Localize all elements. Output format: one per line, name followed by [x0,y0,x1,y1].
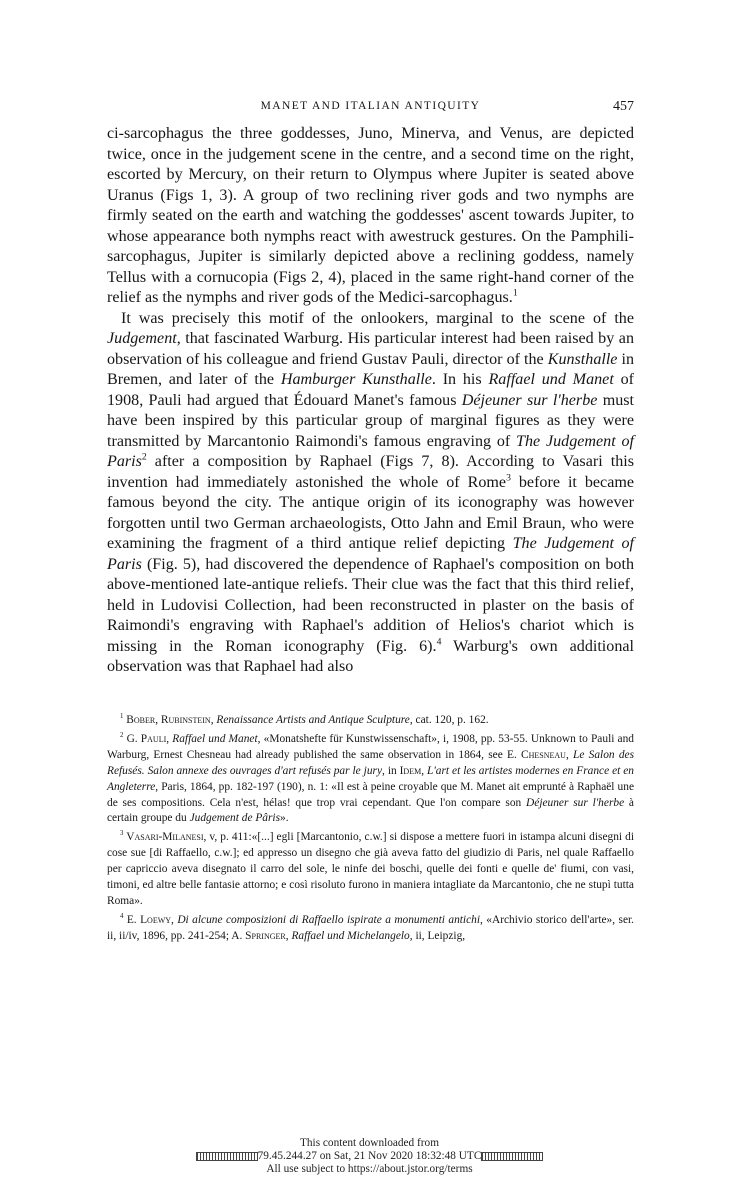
body-paragraph-2-run: in Bremen, and later of the [107,350,634,388]
footnote-text-run: Raffael und Michelangelo [291,929,410,942]
running-head [107,100,634,118]
body-paragraph-2-run: Judgement [107,330,177,347]
jstor-ip-text: 79.45.244.27 on Sat, 21 Nov 2020 18:32:48 UTC [257,1150,482,1162]
footnote-text-run: E. Loewy [123,913,172,926]
footnote-text-run: , v, p. 411:«[...] egli [Marcantonio, c.w.] si dispose a mettere fuori in istampa alcuni disegni di cose sue [di Raffaello, c.w.]; ed appresso un disegno che già aveva fatto del giudizio di Paris, nel quale Raffaello per capriccio aveva disegnato il carro del sole, le ninfe dei boschi, quelle dei fonti e quelle de' fiumi, con vasi, timoni, ed altre belle fantasie attorno; e così risoluto furono in maniera intagliate da Marcantonio, che ne stupì tutta Roma». [107,831,634,907]
footnote-text-run: Raffael und Manet [172,732,258,745]
footnote-text-run: ». [280,812,289,825]
page-number: 457 [613,99,634,114]
redaction-bar [481,1152,543,1161]
body-paragraph-2-run: before it became famous beyond the city. The antique origin of its iconography was however forgotten until two German archaeologists, Otto Jahn and Emil Braun, who were examining the fragment of a third antique relief depicting [107,473,635,552]
footnote-text-run: , «Archivio storico dell'arte», ser. ii, ii/iv, 1896, pp. 241-254; A. [107,913,635,942]
footnote-text-run: , [171,913,178,926]
footnote-number: 1 [120,713,124,721]
footnote-text-run: , [565,748,574,761]
body-paragraph-2-run: . In his [431,371,489,388]
footnote-text-run: Bober, Rubinstein [123,714,211,726]
footnote-ref: 3 [506,472,511,484]
body-paragraph-2-run: of 1908, Pauli had argued that Édouard Manet's famous [107,371,634,409]
running-head-title: MANET AND ITALIAN ANTIQUITY [260,100,481,112]
footnote-text-run: Chesneau [521,748,566,761]
footnote-text-run: , Paris, 1864, pp. 182-197 (190), n. 1: «Il est à peine croyable que M. Manet ait emprunté à Raphaël une de ses compositions. Cela n'est, hélas! que trop vrai cependant. Que l'on compare son [107,780,634,809]
footnote-text-run: L'art et les artistes modernes en France et en Angleterre [107,764,635,793]
footnote-text-run: , [210,714,217,726]
footnote-text-run: Idem [399,764,422,777]
footnote-text-run: , [285,929,292,942]
footnote-text-run: , «Monatshefte für Kunstwissenschaft», i, 1908, pp. 53-55. Unknown to Pauli and Warburg, Ernest Chesneau had already published the same observation in 1864, see E. [107,732,634,761]
body-paragraph-2-run: The Judgement of Paris [107,432,634,470]
footnote-1 [107,713,634,729]
body-text [107,124,634,678]
body-paragraph-2-run: The Judgement of Paris [107,535,635,573]
jstor-download-notice [0,1137,739,1176]
body-paragraph-2-run: Raffael und Manet [488,371,614,388]
footnote-number: 3 [120,830,124,838]
body-paragraph-2 [107,309,634,678]
footnote-ref: 2 [141,451,147,463]
body-paragraph-2-run: Kunsthalle [547,350,618,368]
body-paragraph-2-run: , that fascinated Warburg. His particular interest had been raised by an observation of his colleague and friend Gustav Pauli, director of the [107,330,634,368]
jstor-line-3: All use subject to https://about.jstor.org/terms [266,1163,473,1175]
footnote-text-run: G. Pauli [123,732,167,745]
footnote-text-run: , ii, Leipzig, [409,929,466,942]
footnote-text-run: Judgement de Pâris [189,812,281,825]
footnote-text-run: , cat. 120, p. 162. [409,714,489,726]
footnote-text-run: Renaissance Artists and Antique Sculpture [216,714,410,726]
footnote-4 [107,913,634,945]
footnote-text-run: Springer [245,929,286,942]
body-paragraph-2-run: Déjeuner sur l'herbe [461,391,598,409]
footnote-2 [107,732,634,827]
footnote-text-run: , in [382,764,400,777]
footnote-ref: 4 [436,636,442,648]
footnote-text-run: Le Salon des Refusés. Salon annexe des ouvrages d'art refusés par le jury [107,748,635,777]
body-paragraph-2-run: after a composition by Raphael (Figs 7, 8). According to Vasari this invention had immediately astonished the whole of Rome [107,453,634,491]
body-paragraph-1 [107,124,634,309]
footnote-text-run: , [421,764,428,777]
body-paragraph-2-run: It was precisely this motif of the onlookers, marginal to the scene of the [121,309,634,327]
redaction-bar [196,1152,258,1161]
body-paragraph-2-run: must have been inspired by this particular group of marginal figures as they were transmitted by Marcantonio Raimondi's famous engraving of [107,391,634,450]
footnote-number: 2 [120,732,124,740]
body-paragraph-2-run: Hamburger Kunsthalle [280,371,432,388]
footnote-text-run: , [166,732,173,745]
jstor-line-1: This content downloaded from [300,1137,439,1149]
footnote-number: 4 [120,913,124,921]
footnote-text-run: Di alcune composizioni di Raffaello ispirate a monumenti antichi [177,913,481,926]
footnote-text-run: Vasari-Milanesi [123,831,204,844]
footnotes [107,713,634,948]
body-paragraph-2-run: (Fig. 5), had discovered the dependence of Raphael's composition on both above-mentioned late-antique reliefs. Their clue was the fact that this third relief, held in Ludovisi Collection, had been reconstructed in plaster on the basis of Raimondi's engraving with Raphael's addition of Helios's chariot which is missing in the Roman iconography (Fig. 6). [107,555,634,655]
footnote-ref-1: 1 [512,287,518,299]
body-paragraph-1-text: ci-sarcophagus the three goddesses, Juno, Minerva, and Venus, are depicted twice, once in the judgement scene in the centre, and a second time on the right, escorted by Mercury, on their return to Olympus where Jupiter is seated above Uranus (Figs 1, 3). A group of two reclining river gods and two nymphs are firmly seated on the earth and watching the goddesses' ascent towards Jupiter, to whose appearance both nymphs react with awestruck gestures. On the Pamphili-sarcophagus, Jupiter is similarly depicted above a reclining goddess, namely Tellus with a cornucopia (Figs 2, 4), placed in the same right-hand corner of the relief as the nymphs and river gods of the Medici-sarcophagus. [107,125,634,306]
body-paragraph-2-run: Warburg's own additional observation was that Raphael had also [107,637,634,675]
footnote-3 [107,830,634,910]
footnote-text-run: à certain groupe du [107,796,634,825]
footnote-text-run: Déjeuner sur l'herbe [526,796,625,809]
jstor-line-2 [0,1150,739,1163]
